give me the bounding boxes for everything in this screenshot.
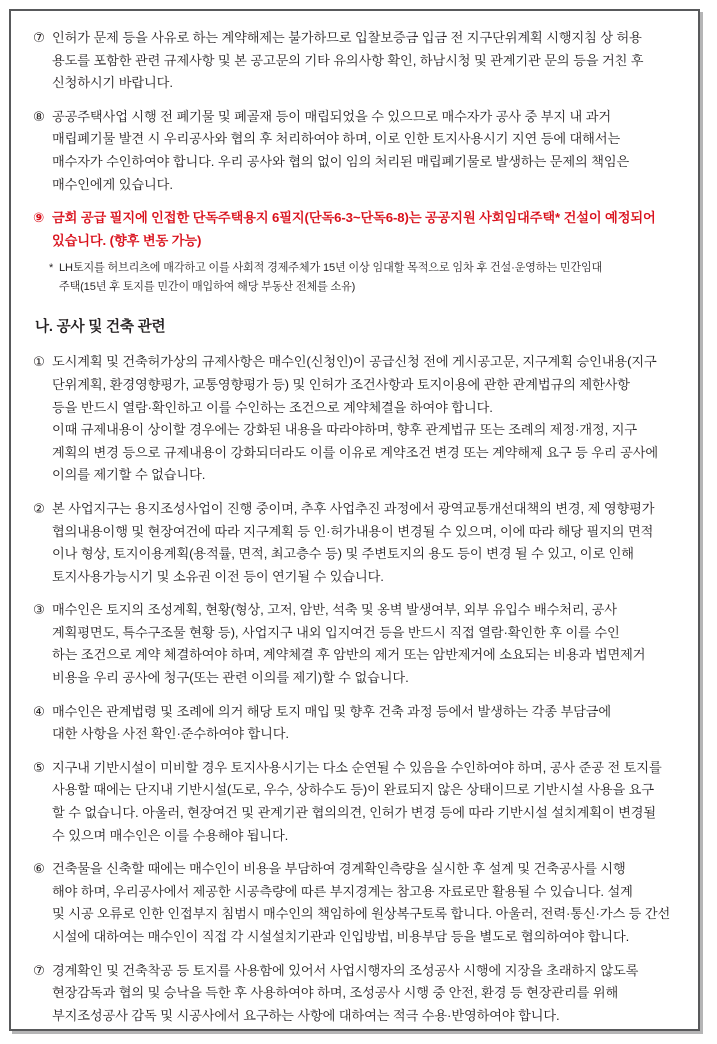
text-line: 수 있으며 매수인은 이를 수용해야 됩니다.: [52, 827, 289, 843]
asterisk-icon: *: [49, 262, 54, 275]
text-line: 토지사용가능시기 및 소유권 이전 등이 연기될 수 있습니다.: [52, 568, 384, 584]
page-content: [11, 11, 698, 1029]
list-item: [33, 351, 678, 487]
page-border-frame: [9, 9, 700, 1031]
item-body: [52, 27, 678, 95]
text-line: 인허가 문제 등을 사유로 하는 계약해제는 불가하므로 입찰보증금 입금 전 지구단위계획 시행지침 상 허용: [52, 30, 642, 45]
text-line: 부지조성공사 감독 및 시공사에서 요구하는 사항에 대하여는 적극 수용·반영하여야 합니다.: [52, 1007, 560, 1023]
item-marker: ③: [33, 602, 45, 618]
item-body: [52, 599, 678, 689]
item-marker: ④: [33, 703, 45, 719]
text-line: 용도를 포함한 관련 규제사항 및 본 공고문의 기타 유의사항 확인, 하남시청 및 관계기관 문의 등을 거친 후: [52, 52, 644, 68]
text-line: 계획의 변경 등으로 규제내용이 강화되더라도 이를 이유로 계약조건 변경 또는 계약해제 요구 등 우리 공사에: [52, 444, 659, 460]
text-line: 건축물을 신축할 때에는 매수인이 비용을 부담하여 경계확인측량을 실시한 후 설계 및 건축공사를 시행: [52, 861, 626, 877]
list-item: [33, 858, 678, 948]
item-marker: ⑨: [33, 210, 45, 226]
text-line: 현장감독과 협의 및 승낙을 득한 후 사용하여야 하며, 조성공사 시행 중 안전, 환경 등 현장관리를 위해: [52, 985, 619, 1001]
footnote-body: [59, 259, 678, 297]
text-line: 경계확인 및 건축착공 등 토지를 사용함에 있어서 사업시행자의 조성공사 시행에 지장을 초래하지 않도록: [52, 962, 639, 978]
item-body: [52, 960, 678, 1028]
item-body: [52, 498, 678, 588]
item-marker: ⑥: [33, 861, 45, 877]
text-line: 지구내 기반시설이 미비할 경우 토지사용시기는 다소 순연될 수 있음을 수인하여야 하며, 공사 준공 전 토지를: [52, 759, 662, 775]
item-marker: ⑦: [33, 962, 45, 978]
item-body: [52, 106, 678, 196]
section-heading: 나. 공사 및 건축 관련: [35, 319, 166, 336]
item-body: [52, 701, 678, 746]
list-item: [33, 27, 678, 95]
text-line: 이의를 제기할 수 없습니다.: [52, 467, 206, 483]
item-marker: ⑧: [33, 108, 45, 124]
text-line: 신청하시기 바랍니다.: [52, 75, 173, 91]
item-marker: ②: [33, 500, 45, 516]
list-item: [33, 757, 678, 847]
text-line: 단위계획, 환경영향평가, 교통영향평가 등) 및 인허가 조건사항과 토지이용에 관한 관계법규의 제한사항: [52, 376, 630, 392]
list-item: [33, 498, 678, 588]
bottom-spacer: [33, 1038, 678, 1044]
text-line: 매수인은 토지의 조성계획, 현황(형상, 고저, 암반, 석축 및 옹벽 발생여부, 외부 유입수 배수처리, 공사: [52, 602, 617, 618]
item-marker: ⑦: [33, 30, 45, 45]
text-line: 대한 사항을 사전 확인·준수하여야 합니다.: [52, 726, 289, 742]
list-item: [33, 599, 678, 689]
item-marker: ①: [33, 354, 45, 370]
text-line: 금회 공급 필지에 인접한 단독주택용지 6필지(단독6-3~단독6-8)는 공공지원 사회임대주택* 건설이 예정되어: [52, 210, 656, 226]
text-line: 비용을 우리 공사에 청구(또는 관련 이의를 제기)할 수 없습니다.: [52, 670, 409, 686]
text-line: 매수자가 수인하여야 합니다. 우리 공사와 협의 없이 임의 처리된 매립폐기물로 발생하는 문제의 책임은: [52, 153, 630, 169]
list-item: [33, 701, 678, 746]
footnote: [49, 259, 678, 297]
text-line: 주택(15년 후 토지를 민간이 매입하여 해당 부동산 전체를 소유): [59, 281, 356, 294]
text-line: 및 시공 오류로 인한 인접부지 침범시 매수인의 책임하에 원상복구토록 합니다. 아울러, 전력·통신·가스 등 간선: [52, 906, 671, 922]
item-body: [52, 207, 678, 252]
text-line: 공공주택사업 시행 전 폐기물 및 폐골재 등이 매립되었을 수 있으므로 매수자가 공사 중 부지 내 과거: [52, 108, 612, 124]
text-line: 사용할 때에는 단지내 기반시설(도로, 우수, 상하수도 등)이 완료되지 않은 상태이므로 기반시설 사용을 요구: [52, 782, 654, 798]
text-line: 도시계획 및 건축허가상의 규제사항은 매수인(신청인)이 공급신청 전에 게시공고문, 지구계획 승인내용(지구: [52, 354, 657, 370]
text-line: 시설에 대하여는 매수인이 직접 각 시설설치기관과 인입방법, 비용부담 등을 별도로 협의하여야 합니다.: [52, 929, 630, 944]
item-marker: ⑤: [33, 759, 45, 775]
text-line: 이때 규제내용이 상이할 경우에는 강화된 내용을 따라야하며, 향후 관계법규 또는 조례의 제정·개정, 지구: [52, 422, 638, 438]
list-item-highlighted: [33, 207, 678, 252]
item-body: [52, 757, 678, 847]
text-line: 할 수 없습니다. 아울러, 현장여건 및 관계기관 협의의견, 인허가 변경 등에 따라 기반시설 설치계획이 변경될: [52, 805, 657, 821]
text-line: 등을 반드시 열람·확인하고 이를 수인하는 조건으로 계약체결을 하여야 합니다.: [52, 399, 493, 415]
list-item: [33, 106, 678, 196]
text-line: LH토지를 허브리츠에 매각하고 이를 사회적 경제주체가 15년 이상 임대할 목적으로 임차 후 건설·운영하는 민간임대: [59, 262, 603, 275]
text-line: 매수인에게 있습니다.: [52, 176, 173, 192]
item-body: [52, 858, 678, 948]
text-line: 하는 조건으로 계약 체결하여야 하며, 계약체결 후 암반의 제거 또는 암반제거에 소요되는 비용과 법면제거: [52, 647, 646, 663]
text-line: 매립폐기물 발견 시 우리공사와 협의 후 처리하여야 하며, 이로 인한 토지사용시기 지연 등에 대해서는: [52, 131, 621, 147]
text-line: 본 사업지구는 용지조성사업이 진행 중이며, 추후 사업추진 과정에서 광역교통개선대책의 변경, 제 영향평가: [52, 500, 655, 516]
text-line: 협의내용이행 및 현장여건에 따라 지구계획 등 인·허가내용이 변경될 수 있으며, 이에 따라 해당 필지의 면적: [52, 523, 654, 539]
item-body: [52, 351, 678, 487]
text-line: 이나 형상, 토지이용계획(용적률, 면적, 최고층수 등) 및 주변토지의 용도 등이 변경 될 수 있고, 이로 인해: [52, 546, 634, 562]
text-line: 있습니다. (향후 변동 가능): [52, 232, 202, 248]
text-line: 매수인은 관계법령 및 조례에 의거 해당 토지 매입 및 향후 건축 과정 등에서 발생하는 각종 부담금에: [52, 703, 612, 719]
text-line: 계획평면도, 특수구조물 현황 등), 사업지구 내외 입지여건 등을 반드시 직접 열람·확인한 후 이를 수인: [52, 624, 620, 640]
list-item: [33, 960, 678, 1028]
text-line: 해야 하며, 우리공사에서 제공한 시공측량에 따른 부지경계는 참고용 자료로만 활용될 수 있습니다. 설계: [52, 883, 633, 899]
